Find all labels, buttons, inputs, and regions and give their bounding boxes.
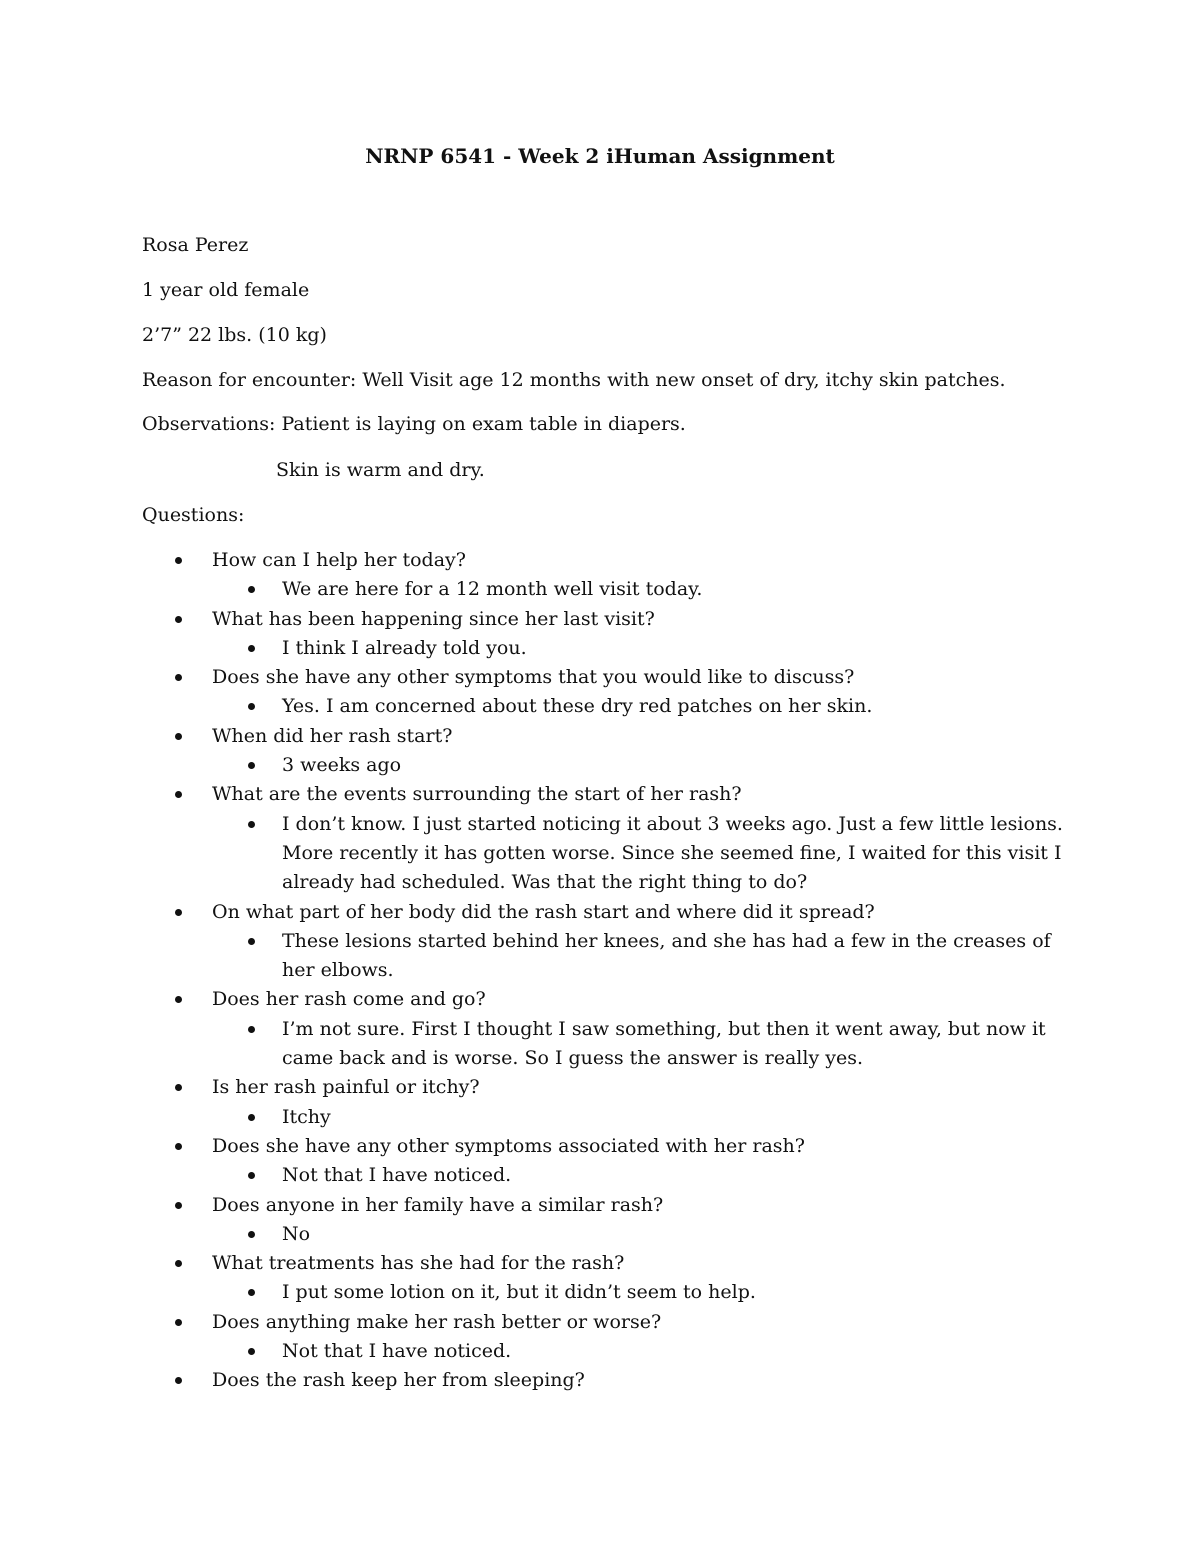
bullet-icon [248, 1289, 255, 1296]
observations: Observations: Patient is laying on exam table in diapers. [142, 413, 686, 435]
patient-age-sex: 1 year old female [142, 279, 310, 301]
answer-item [212, 927, 1072, 986]
question-text: Does anything make her rash better or worse? [212, 1310, 662, 1333]
bullet-icon [248, 1114, 255, 1121]
answer-text: Itchy [282, 1105, 331, 1128]
question-text: What are the events surrounding the start of her rash? [212, 783, 742, 806]
question-item [142, 898, 1072, 927]
answer-item [212, 1278, 1072, 1307]
question-item [142, 605, 1072, 634]
answer-text: No [282, 1222, 311, 1245]
answer-item [212, 1337, 1072, 1366]
answer-item [212, 1220, 1072, 1249]
bullet-icon [248, 1172, 255, 1179]
question-text: How can I help her today? [212, 549, 466, 571]
answer-text: Not that I have noticed. [282, 1340, 512, 1363]
bullet-icon [248, 1231, 255, 1238]
question-text: Is her rash painful or itchy? [212, 1076, 480, 1099]
answer-text: These lesions started behind her knees, and she has had a few in the creases of her elbows. [282, 929, 1051, 982]
skin-observation: Skin is warm and dry. [276, 459, 485, 481]
bullet-icon [248, 703, 255, 710]
question-item [142, 1191, 1072, 1220]
answer-text: 3 weeks ago [282, 754, 402, 777]
bullet-icon [248, 586, 255, 593]
answer-item [212, 692, 1072, 721]
question-item [142, 985, 1072, 1014]
bullet-icon [175, 909, 182, 916]
document-title: NRNP 6541 - Week 2 iHuman Assignment [365, 144, 835, 168]
question-item [142, 546, 1072, 575]
answer-text: I don’t know. I just started noticing it about 3 weeks ago. Just a few little lesions. More recently it has gotten worse. Since she seemed fine, I waited for this visit I already had scheduled. Was that the right thing to do? [282, 812, 1063, 894]
patient-name: Rosa Perez [142, 234, 249, 256]
question-item [142, 663, 1072, 692]
question-text: When did her rash start? [212, 724, 453, 747]
reason-for-encounter: Reason for encounter: Well Visit age 12 months with new onset of dry, itchy skin patches. [142, 369, 1006, 391]
bullet-icon [175, 1202, 182, 1209]
question-text: What has been happening since her last visit? [212, 607, 655, 630]
question-item [142, 1249, 1072, 1278]
answer-text: I think I already told you. [282, 636, 527, 659]
bullet-icon [248, 1348, 255, 1355]
question-item [142, 1366, 1072, 1395]
bullet-icon [175, 616, 182, 623]
bullet-icon [248, 645, 255, 652]
question-text: On what part of her body did the rash start and where did it spread? [212, 900, 875, 923]
answer-text: I’m not sure. First I thought I saw something, but then it went away, but now it came back and is worse. So I guess the answer is really yes. [282, 1017, 1046, 1070]
bullet-icon [175, 557, 182, 564]
bullet-icon [175, 733, 182, 740]
question-text: Does anyone in her family have a similar rash? [212, 1193, 664, 1216]
question-item [142, 1132, 1072, 1161]
answer-text: We are here for a 12 month well visit today. [282, 578, 703, 601]
question-item [142, 1073, 1072, 1102]
bullet-icon [175, 1260, 182, 1267]
answer-text: Not that I have noticed. [282, 1164, 512, 1187]
question-text: Does her rash come and go? [212, 988, 486, 1011]
question-text: Does she have any other symptoms that you would like to discuss? [212, 666, 855, 689]
answer-item [212, 1015, 1072, 1074]
bullet-icon [175, 791, 182, 798]
bullet-icon [248, 821, 255, 828]
answer-text: Yes. I am concerned about these dry red patches on her skin. [282, 695, 873, 718]
bullet-icon [175, 1084, 182, 1091]
answer-item [212, 751, 1072, 780]
answer-item [212, 575, 1072, 604]
answer-item [212, 810, 1072, 898]
question-item [142, 1308, 1072, 1337]
question-answer-list [142, 546, 1072, 1396]
bullet-icon [175, 996, 182, 1003]
question-text: Does she have any other symptoms associated with her rash? [212, 1134, 805, 1157]
bullet-icon [175, 1377, 182, 1384]
answer-item [212, 1161, 1072, 1190]
bullet-icon [175, 1319, 182, 1326]
bullet-icon [248, 1026, 255, 1033]
question-text: Does the rash keep her from sleeping? [212, 1369, 585, 1392]
answer-item [212, 634, 1072, 663]
bullet-icon [248, 762, 255, 769]
bullet-icon [175, 1143, 182, 1150]
answer-text: I put some lotion on it, but it didn’t seem to help. [282, 1281, 756, 1304]
questions-heading: Questions: [142, 504, 245, 526]
answer-item [212, 1103, 1072, 1132]
bullet-icon [248, 938, 255, 945]
question-item [142, 722, 1072, 751]
question-item [142, 780, 1072, 809]
question-text: What treatments has she had for the rash? [212, 1252, 625, 1275]
patient-size: 2’7” 22 lbs. (10 kg) [142, 324, 327, 346]
bullet-icon [175, 674, 182, 681]
